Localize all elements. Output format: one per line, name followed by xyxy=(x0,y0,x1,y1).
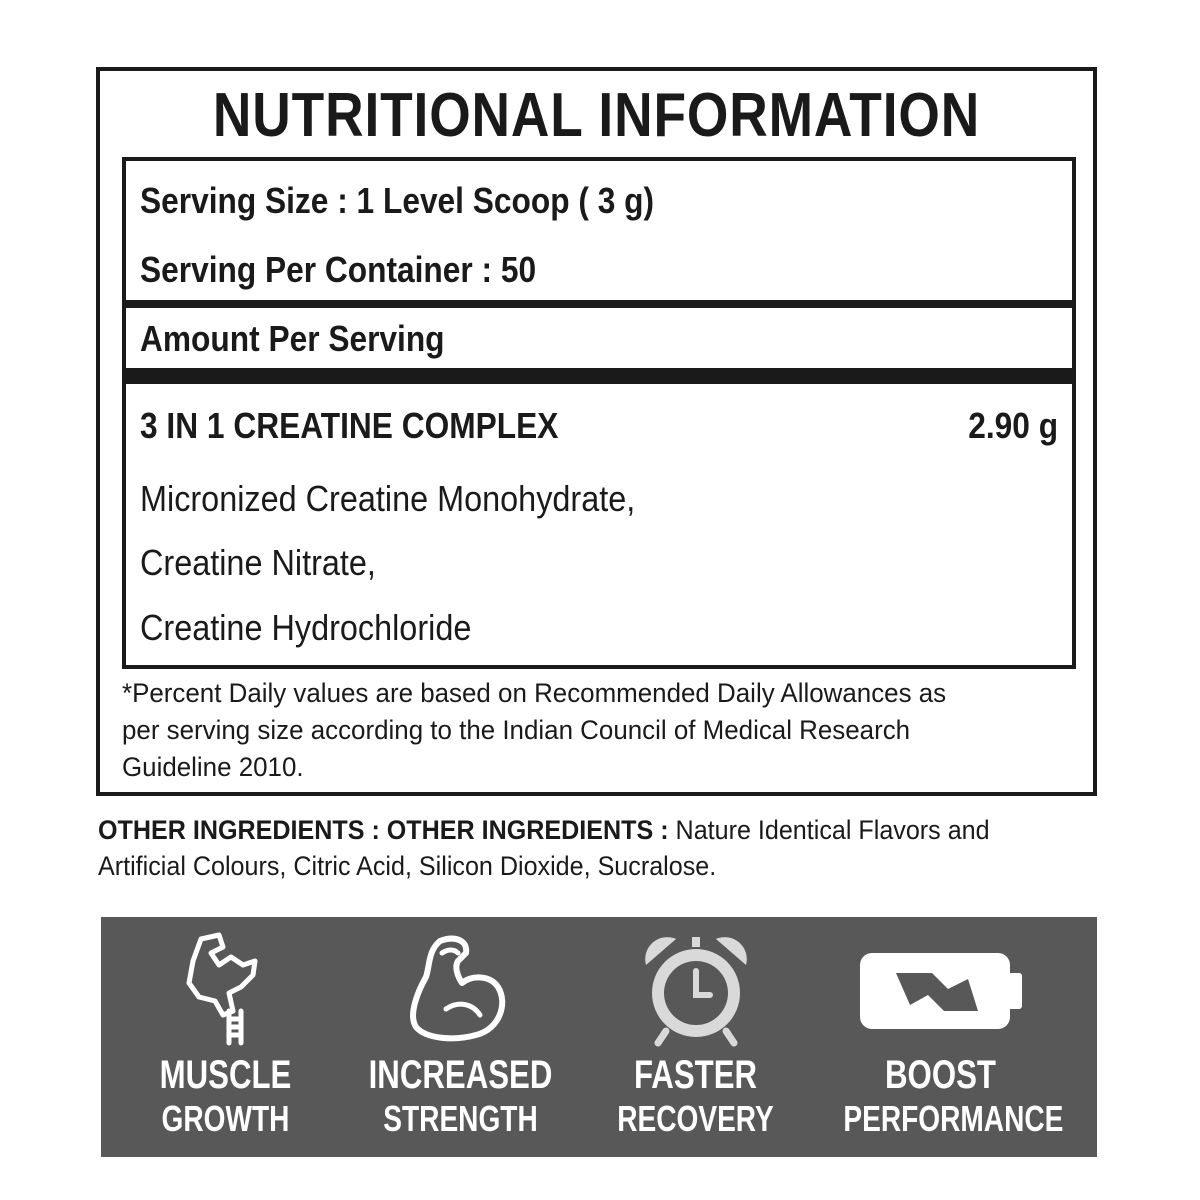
feature-title: MUSCLE xyxy=(159,1053,292,1097)
other-ingredients xyxy=(98,812,1028,884)
other-ingredients-label: OTHER INGREDIENTS : OTHER INGREDIENTS : xyxy=(98,815,669,845)
thick-divider xyxy=(126,368,1072,384)
feature-subtitle: STRENGTH xyxy=(383,1098,538,1139)
feature-title: FASTER xyxy=(633,1053,758,1097)
feature-increased-strength xyxy=(336,917,585,1157)
divider xyxy=(126,300,1072,308)
battery-bolt-icon xyxy=(856,931,1026,1041)
other-ingredients-text: Nature Identical Flavors and Artificial Colours, Citric Acid, Silicon Dioxide, Sucralose. xyxy=(98,815,990,881)
ingredient-item: Creatine Nitrate, xyxy=(140,542,376,583)
flexed-arm-icon xyxy=(171,931,281,1051)
complex-name: 3 IN 1 CREATINE COMPLEX xyxy=(140,405,559,446)
feature-muscle-growth xyxy=(101,917,350,1157)
feature-boost-performance xyxy=(816,917,1065,1157)
footnote: *Percent Daily values are based on Recommended Daily Allowances as per serving size according to the Indian Council of Medical Research Guideline 2010. xyxy=(122,678,947,782)
features-band xyxy=(101,917,1097,1157)
panel-title: NUTRITIONAL INFORMATION xyxy=(212,81,981,150)
serving-size: Serving Size : 1 Level Scoop ( 3 g) xyxy=(140,180,655,221)
feature-subtitle: RECOVERY xyxy=(617,1098,774,1139)
complex-amount: 2.90 g xyxy=(968,405,1058,446)
feature-title: INCREASED xyxy=(368,1053,553,1097)
nutrition-table xyxy=(122,157,1076,669)
alarm-clock-icon xyxy=(636,931,756,1051)
feature-subtitle: PERFORMANCE xyxy=(843,1098,1064,1139)
nutrition-panel xyxy=(96,67,1097,796)
feature-subtitle: GROWTH xyxy=(161,1098,290,1139)
ingredient-item: Creatine Hydrochloride xyxy=(140,607,472,648)
feature-faster-recovery xyxy=(571,917,820,1157)
bicep-icon xyxy=(406,931,516,1051)
ingredient-item: Micronized Creatine Monohydrate, xyxy=(140,478,636,519)
servings-per-container: Serving Per Container : 50 xyxy=(140,249,537,290)
feature-title: BOOST xyxy=(885,1053,996,1097)
amount-per-serving: Amount Per Serving xyxy=(140,318,445,359)
